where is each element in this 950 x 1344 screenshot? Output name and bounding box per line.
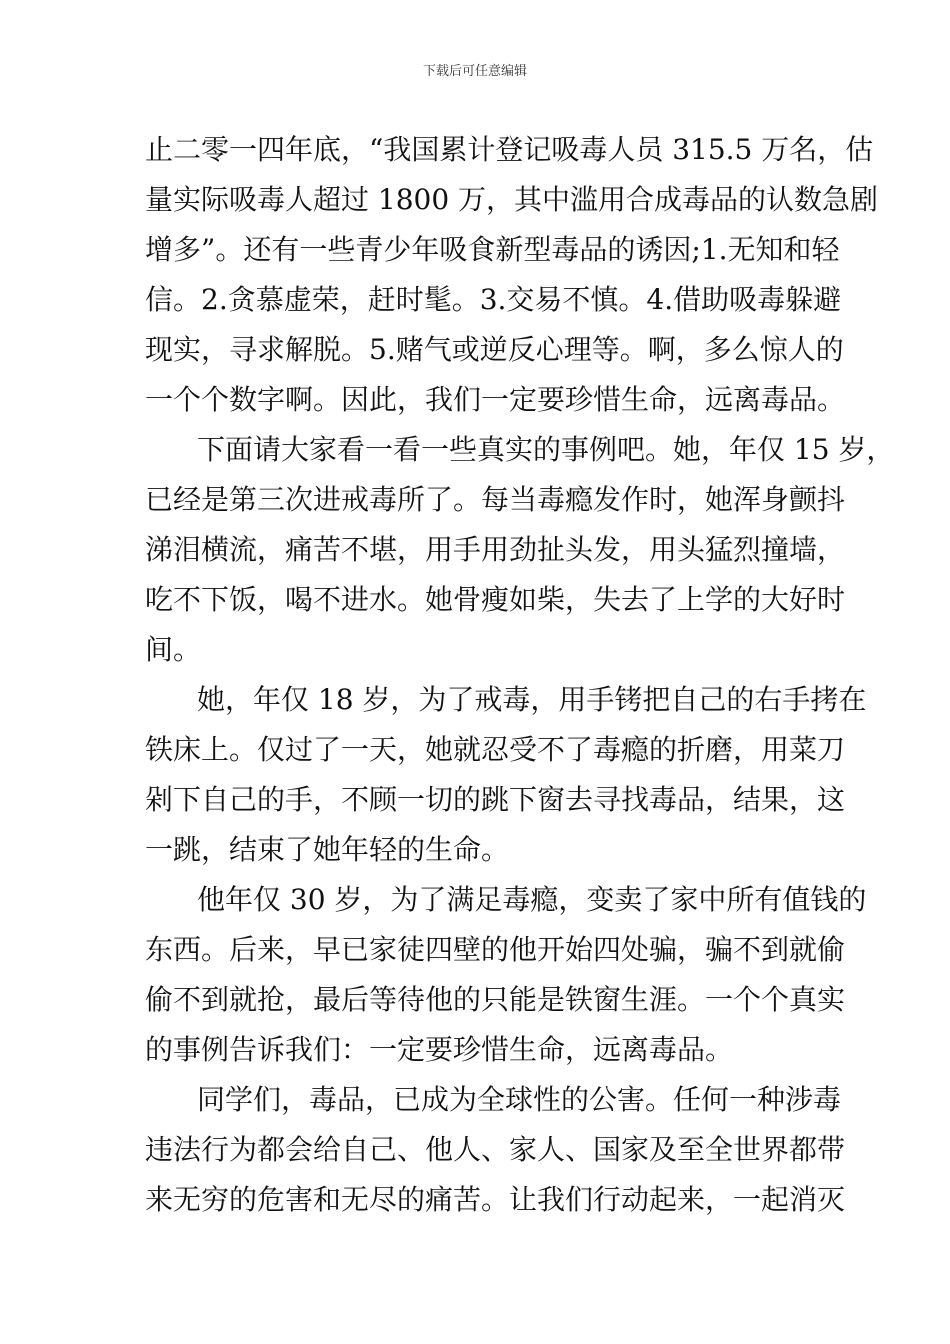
text-line: 现实，寻求解脱。5.赌气或逆反心理等。啊，多么惊人的 [145,333,844,366]
page-header: 下载后可任意编辑 [422,64,527,79]
text-line: 一跳，结束了她年轻的生命。 [145,833,510,866]
text-line: 来无穷的危害和无尽的痛苦。让我们行动起来，一起消灭 [145,1183,846,1216]
paragraph-first-line: 他年仅 30 岁，为了满足毒瘾，变卖了家中所有值钱的 [197,883,867,916]
text-line: 吃不下饭，喝不进水。她骨瘦如柴，失去了上学的大好时 [145,583,846,616]
text-line: 涕泪横流，痛苦不堪，用手用劲扯头发，用头猛烈撞墙， [145,533,846,566]
text-line: 违法行为都会给自己、他人、家人、国家及至全世界都带 [145,1133,846,1166]
paragraph-first-line: 下面请大家看一看一些真实的事例吧。她，年仅 15 岁， [197,433,895,466]
text-line: 的事例告诉我们：一定要珍惜生命，远离毒品。 [145,1033,734,1066]
text-line: 增多”。还有一些青少年吸食新型毒品的诱因;1.无知和轻 [145,233,840,266]
text-line: 量实际吸毒人超过 1800 万，其中滥用合成毒品的认数急剧 [145,183,879,216]
text-line: 一个个数字啊。因此，我们一定要珍惜生命，远离毒品。 [145,383,846,416]
text-line: 间。 [145,633,202,666]
text-line: 偷不到就抢，最后等待他的只能是铁窗生涯。一个个真实 [145,983,846,1016]
text-line: 东西。后来，早已家徒四壁的他开始四处骗，骗不到就偷 [145,933,846,966]
text-line: 剁下自己的手，不顾一切的跳下窗去寻找毒品，结果，这 [145,783,846,816]
paragraph-first-line: 同学们，毒品，已成为全球性的公害。任何一种涉毒 [197,1083,842,1116]
text-line: 信。2.贪慕虚荣，赶时髦。3.交易不慎。4.借助吸毒躲避 [145,283,842,316]
text-line: 止二零一四年底，“我国累计登记吸毒人员 315.5 万名，估 [145,133,874,166]
text-line: 铁床上。仅过了一天，她就忍受不了毒瘾的折磨，用菜刀 [145,733,846,766]
text-line: 已经是第三次进戒毒所了。每当毒瘾发作时，她浑身颤抖 [145,483,846,516]
paragraph-first-line: 她，年仅 18 岁，为了戒毒，用手铐把自己的右手拷在 [197,683,867,716]
